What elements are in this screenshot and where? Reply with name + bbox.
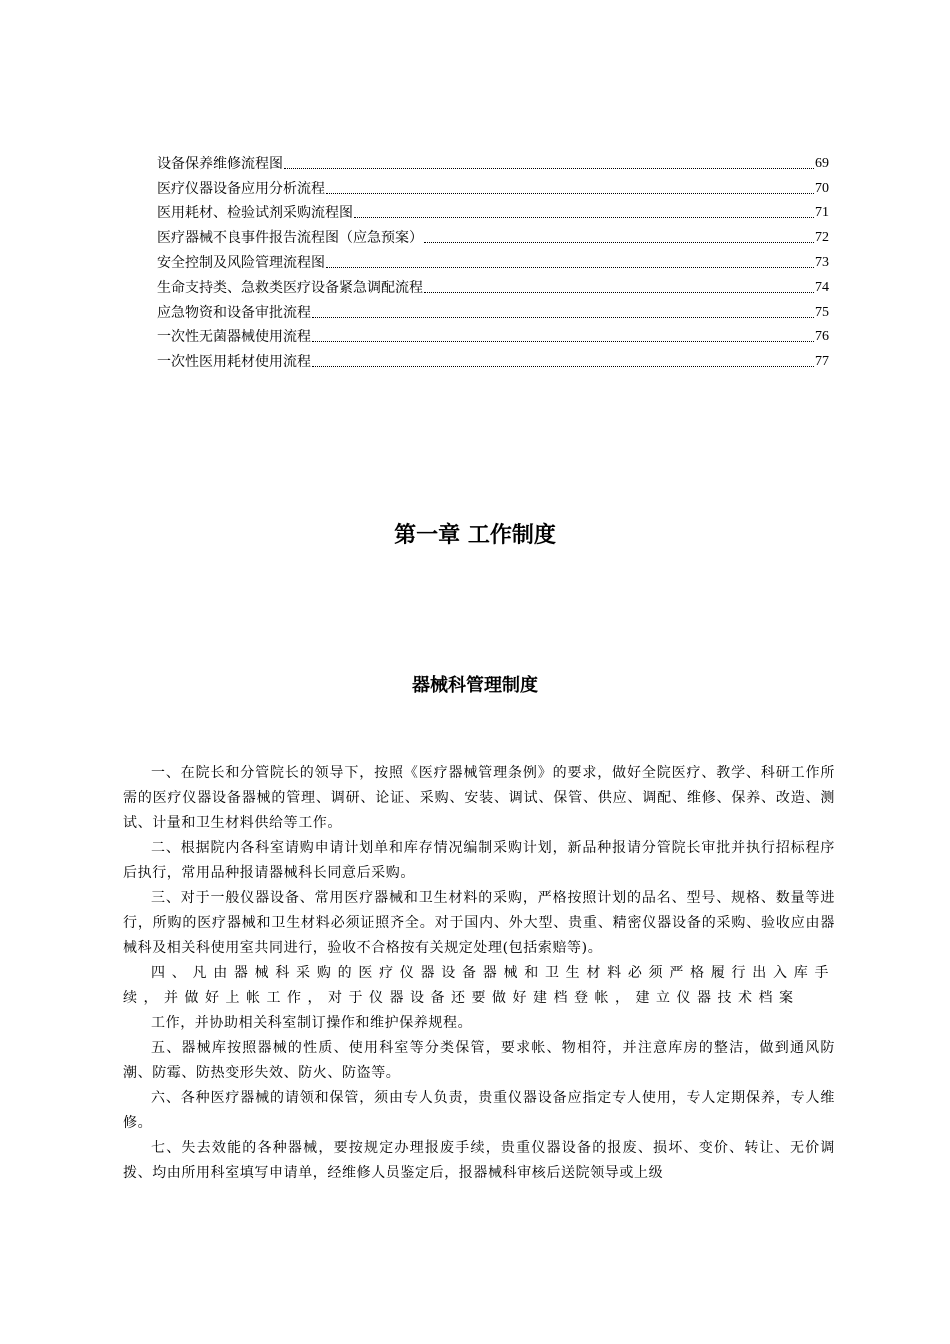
table-of-contents [157, 149, 829, 372]
toc-entry[interactable] [157, 298, 829, 323]
chapter-title: 第一章 工作制度 [394, 523, 556, 548]
toc-entry[interactable] [157, 199, 829, 224]
toc-entry[interactable] [157, 323, 829, 348]
toc-entry[interactable] [157, 248, 829, 273]
toc-entry-title: 医疗仪器设备应用分析流程 [157, 180, 325, 197]
toc-entry-title: 医疗器械不良事件报告流程图（应急预案） [157, 230, 423, 247]
toc-leader-dots [424, 242, 814, 243]
toc-entry-title: 安全控制及风险管理流程图 [157, 254, 325, 271]
section-title: 器械科管理制度 [412, 675, 538, 696]
toc-entry-page: 77 [815, 354, 829, 370]
toc-entry-title: 应急物资和设备审批流程 [157, 304, 311, 321]
toc-entry[interactable] [157, 273, 829, 298]
toc-entry-page: 69 [815, 155, 829, 171]
toc-leader-dots [312, 317, 814, 318]
toc-leader-dots [424, 292, 814, 293]
paragraph: 四、凡由器械科采购的医疗仪器设备器械和卫生材料必须严格履行出入库手续，并做好上帐工作，对于仪器设备还要做好建档登帐，建立仪器技术档案 [123, 965, 835, 1006]
toc-entry[interactable] [157, 223, 829, 248]
toc-entry-title: 生命支持类、急救类医疗设备紧急调配流程 [157, 279, 423, 296]
toc-entry-page: 72 [815, 230, 829, 246]
toc-entry-title: 一次性无菌器械使用流程 [157, 329, 311, 346]
toc-entry-title: 医用耗材、检验试剂采购流程图 [157, 205, 353, 222]
toc-entry-page: 75 [815, 304, 829, 320]
toc-entry-page: 71 [815, 205, 829, 221]
toc-entry[interactable] [157, 174, 829, 199]
toc-entry[interactable] [157, 347, 829, 372]
paragraph: 七、失去效能的各种器械，要按规定办理报废手续，贵重仪器设备的报废、损坏、变价、转让、无价调拨、均由所用科室填写申请单，经维修人员鉴定后，报器械科审核后送院领导或上级 [123, 1140, 835, 1181]
toc-entry-page: 73 [815, 254, 829, 270]
toc-leader-dots [284, 168, 814, 169]
toc-leader-dots [312, 341, 814, 342]
toc-leader-dots [354, 217, 814, 218]
toc-entry-title: 一次性医用耗材使用流程 [157, 354, 311, 371]
paragraph: 六、各种医疗器械的请领和保管，须由专人负责，贵重仪器设备应指定专人使用，专人定期保养，专人维修。 [123, 1090, 835, 1131]
toc-entry-page: 70 [815, 180, 829, 196]
toc-leader-dots [326, 267, 814, 268]
toc-leader-dots [326, 193, 814, 194]
toc-entry-title: 设备保养维修流程图 [157, 155, 283, 172]
toc-leader-dots [312, 366, 814, 367]
paragraph: 五、器械库按照器械的性质、使用科室等分类保管，要求帐、物相符，并注意库房的整洁，做到通风防潮、防霉、防热变形失效、防火、防盗等。 [123, 1040, 835, 1081]
paragraph: 一、在院长和分管院长的领导下，按照《医疗器械管理条例》的要求，做好全院医疗、教学、科研工作所需的医疗仪器设备器械的管理、调研、论证、采购、安装、调试、保管、供应、调配、维修、保养、改造、测试、计量和卫生材料供给等工作。 [123, 765, 835, 831]
paragraph: 工作，并协助相关科室制订操作和维护保养规程。 [151, 1015, 473, 1031]
section-body [123, 761, 835, 1186]
toc-entry-page: 76 [815, 329, 829, 345]
paragraph: 三、对于一般仪器设备、常用医疗器械和卫生材料的采购，严格按照计划的品名、型号、规格、数量等进行，所购的医疗器械和卫生材料必须证照齐全。对于国内、外大型、贵重、精密仪器设备的采购、验收应由器械科及相关科使用室共同进行，验收不合格按有关规定处理(包括索赔等)。 [123, 890, 835, 956]
toc-entry-page: 74 [815, 279, 829, 295]
toc-entry[interactable] [157, 149, 829, 174]
paragraph: 二、根据院内各科室请购申请计划单和库存情况编制采购计划，新品种报请分管院长审批并执行招标程序后执行，常用品种报请器械科长同意后采购。 [123, 840, 835, 881]
